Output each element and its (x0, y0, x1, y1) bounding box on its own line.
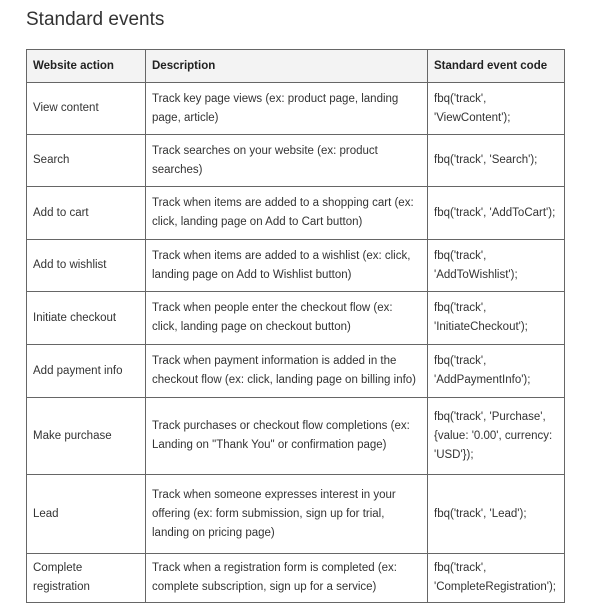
header-description: Description (146, 50, 428, 83)
page-title: Standard events (26, 9, 165, 30)
table-row (27, 187, 565, 240)
header-standard-event-code: Standard event code (428, 50, 565, 83)
cell-action: Search (27, 135, 146, 187)
cell-action: Add payment info (27, 345, 146, 398)
cell-description: Track when items are added to a shopping cart (ex: click, landing page on Add to Cart button) (146, 187, 428, 240)
cell-event-code: fbq('track', 'ViewContent'); (428, 83, 565, 135)
cell-description: Track key page views (ex: product page, landing page, article) (146, 83, 428, 135)
table-row (27, 554, 565, 603)
cell-event-code: fbq('track', 'Lead'); (428, 475, 565, 554)
cell-description: Track when a registration form is completed (ex: complete subscription, sign up for a service) (146, 554, 428, 603)
cell-description: Track when payment information is added in the checkout flow (ex: click, landing page on billing info) (146, 345, 428, 398)
cell-description: Track when someone expresses interest in your offering (ex: form submission, sign up for trial, landing on pricing page) (146, 475, 428, 554)
table-row (27, 398, 565, 475)
cell-action: View content (27, 83, 146, 135)
cell-description: Track when people enter the checkout flow (ex: click, landing page on checkout button) (146, 292, 428, 345)
cell-event-code: fbq('track', 'Purchase', {value: '0.00', currency: 'USD'}); (428, 398, 565, 475)
cell-event-code: fbq('track', 'AddToWishlist'); (428, 240, 565, 292)
table-row (27, 292, 565, 345)
cell-event-code: fbq('track', 'AddPaymentInfo'); (428, 345, 565, 398)
cell-action: Make purchase (27, 398, 146, 475)
cell-event-code: fbq('track', 'CompleteRegistration'); (428, 554, 565, 603)
cell-action: Lead (27, 475, 146, 554)
table-row (27, 345, 565, 398)
cell-action: Complete registration (27, 554, 146, 603)
table-row (27, 240, 565, 292)
table-row (27, 135, 565, 187)
table-row (27, 475, 565, 554)
cell-action: Initiate checkout (27, 292, 146, 345)
header-website-action: Website action (27, 50, 146, 83)
cell-description: Track searches on your website (ex: product searches) (146, 135, 428, 187)
table-row (27, 83, 565, 135)
cell-event-code: fbq('track', 'Search'); (428, 135, 565, 187)
cell-description: Track when items are added to a wishlist (ex: click, landing page on Add to Wishlist button) (146, 240, 428, 292)
cell-action: Add to cart (27, 187, 146, 240)
standard-events-table (26, 49, 565, 603)
cell-event-code: fbq('track', 'AddToCart'); (428, 187, 565, 240)
cell-description: Track purchases or checkout flow completions (ex: Landing on "Thank You" or confirmation page) (146, 398, 428, 475)
cell-action: Add to wishlist (27, 240, 146, 292)
cell-event-code: fbq('track', 'InitiateCheckout'); (428, 292, 565, 345)
table-header-row (27, 50, 565, 83)
